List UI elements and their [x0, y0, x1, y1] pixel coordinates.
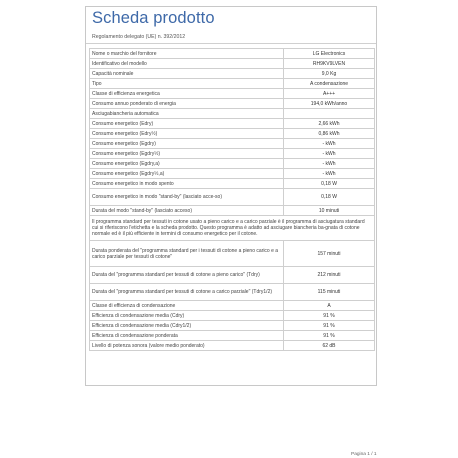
spec-value: 0,86 kWh	[284, 129, 375, 139]
spec-value: 91 %	[284, 311, 375, 321]
spec-value: 9,0 Kg	[284, 69, 375, 79]
page-number: Pagina 1 / 1	[351, 452, 377, 457]
table-row	[90, 149, 375, 159]
table-row	[90, 321, 375, 331]
spec-value: - kWh	[284, 149, 375, 159]
table-row	[90, 159, 375, 169]
spec-label: Consumo energetico (Egdry½,a)	[90, 169, 284, 179]
spec-value: A+++	[284, 89, 375, 99]
spec-value	[284, 109, 375, 119]
spec-value: 2,66 kWh	[284, 119, 375, 129]
spec-label: Nome o marchio del fornitore	[90, 49, 284, 59]
spec-label: Classe di efficienza energetica	[90, 89, 284, 99]
spec-label: Durata del modo "stand-by" (lasciato acceso)	[90, 206, 284, 216]
table-row	[90, 189, 375, 206]
spec-value: 194,0 kWh/anno	[284, 99, 375, 109]
spec-label: Consumo energetico in modo "stand-by" (lasciato acce-so)	[90, 189, 284, 206]
table-row	[90, 99, 375, 109]
spec-label: Consumo energetico (Edry)	[90, 119, 284, 129]
table-row	[90, 129, 375, 139]
spec-label: Classe di efficienza di condensazione	[90, 301, 284, 311]
spec-label: Livello di potenza sonora (valore medio ponderato)	[90, 341, 284, 351]
document-title: Scheda prodotto	[92, 9, 215, 27]
spec-value: 91 %	[284, 331, 375, 341]
spec-label: Consumo energetico (Edry½)	[90, 129, 284, 139]
spec-value: - kWh	[284, 159, 375, 169]
divider	[86, 43, 376, 44]
spec-label: Identificativo del modello	[90, 59, 284, 69]
table-row	[90, 59, 375, 69]
spec-label: Consumo energetico (Egdry)	[90, 139, 284, 149]
table-row	[90, 69, 375, 79]
table-row	[90, 89, 375, 99]
spec-value: A	[284, 301, 375, 311]
table-row	[90, 241, 375, 267]
table-row	[90, 267, 375, 284]
table-row	[90, 284, 375, 301]
spec-value: 212 minuti	[284, 267, 375, 284]
table-row	[90, 179, 375, 189]
spec-label: Durata ponderata del "programma standard per i tessuti di cotone a pieno carico e a carico parziale per tessuti di cotone"	[90, 241, 284, 267]
spec-value: RH9KV9LVEN	[284, 59, 375, 69]
regulation-reference: Regolamento delegato (UE) n. 392/2012	[92, 34, 186, 40]
spec-value: 91 %	[284, 321, 375, 331]
spec-value: LG Electronics	[284, 49, 375, 59]
spec-value: 157 minuti	[284, 241, 375, 267]
spec-value: 115 minuti	[284, 284, 375, 301]
spec-label: Efficienza di condensazione ponderata	[90, 331, 284, 341]
spec-value: 0,18 W	[284, 179, 375, 189]
spec-value: - kWh	[284, 139, 375, 149]
spec-label: Efficienza di condensazione media (Cdry)	[90, 311, 284, 321]
spec-label: Efficienza di condensazione media (Cdry1/2)	[90, 321, 284, 331]
table-row	[90, 49, 375, 59]
table-row	[90, 119, 375, 129]
spec-value: 62 dB	[284, 341, 375, 351]
spec-label: Capacità nominale	[90, 69, 284, 79]
spec-table	[89, 48, 375, 351]
table-row	[90, 139, 375, 149]
spec-label: Consumo energetico (Egdry,a)	[90, 159, 284, 169]
table-row	[90, 331, 375, 341]
spec-label: Consumo energetico (Egdry½)	[90, 149, 284, 159]
spec-value: 0,18 W	[284, 189, 375, 206]
spec-label: Durata del "programma standard per tessuti di cotone a carico parziale" (Tdry1/2)	[90, 284, 284, 301]
spec-label: Asciugabiancheria automatica	[90, 109, 284, 119]
table-row	[90, 79, 375, 89]
spec-label: Consumo annuo ponderato di energia	[90, 99, 284, 109]
spec-label: Consumo energetico in modo spento	[90, 179, 284, 189]
spec-value: - kWh	[284, 169, 375, 179]
spec-value: 10 minuti	[284, 206, 375, 216]
table-row	[90, 341, 375, 351]
table-row	[90, 109, 375, 119]
table-row	[90, 169, 375, 179]
table-row	[90, 301, 375, 311]
spec-label: Durata del "programma standard per tessuti di cotone a pieno carico" (Tdry)	[90, 267, 284, 284]
spec-label: Tipo	[90, 79, 284, 89]
table-row	[90, 216, 375, 241]
table-row	[90, 311, 375, 321]
table-row	[90, 206, 375, 216]
spec-label: Il programma standard per tessuti in cotone usato a pieno carico e a carico parziale è il programma di asciugatura standard cui si riferiscono l'etichetta e la scheda prodotto. Questo programma è adatto ad asciugare biancheria ba-gnata di cotone normale ed è il più efficiente in termini di consumo energetico per il cotone.	[90, 216, 375, 241]
spec-value: A condensazione	[284, 79, 375, 89]
product-sheet	[85, 6, 377, 386]
